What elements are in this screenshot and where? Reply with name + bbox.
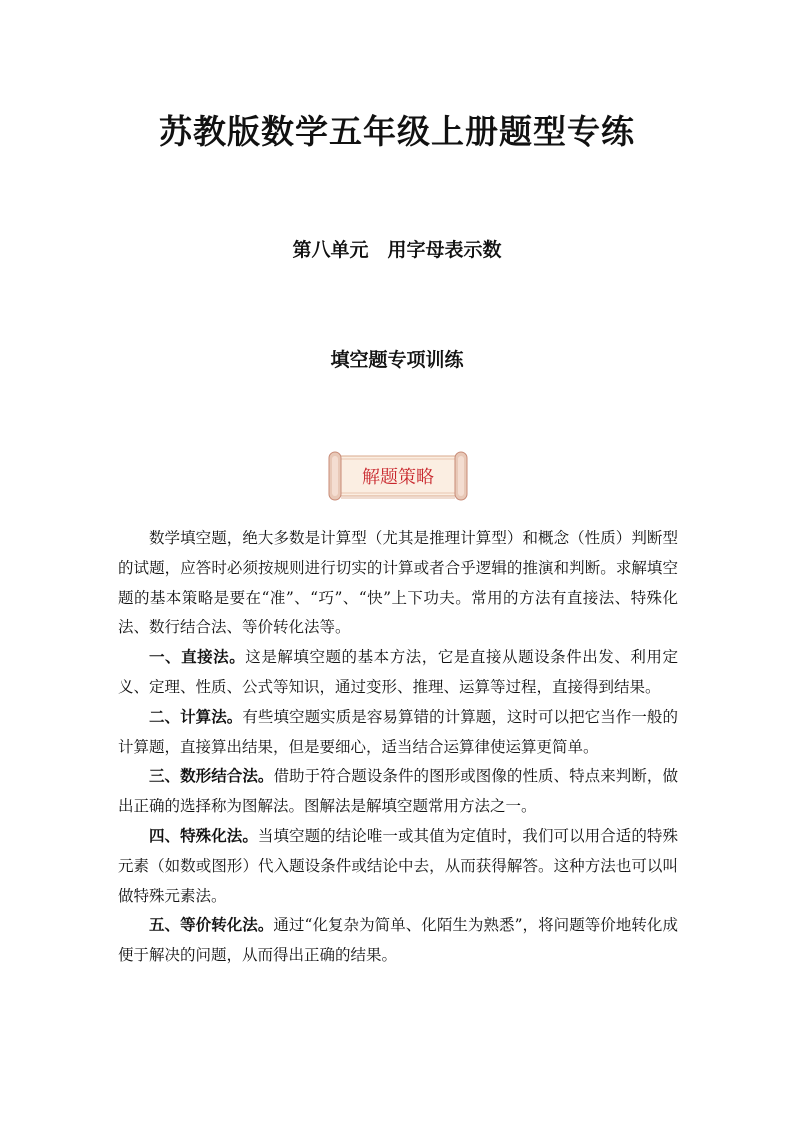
method-text: 这是解填空题的基本方法，它是直接从题设条件出发、利用定义、定理、性质、公式等知识，通过变形、推理、运算等过程，直接得到结果。 (118, 648, 678, 696)
scroll-banner (327, 449, 469, 503)
method-text: 借助于符合题设条件的图形或图像的性质、特点来判断，做出正确的选择称为图解法。图解法是解填空题常用方法之一。 (118, 767, 678, 816)
method-paragraph (118, 822, 678, 911)
banner-label: 解题策略 (362, 467, 434, 488)
section-heading: 填空题专项训练 (330, 349, 464, 371)
unit-heading: 第八单元 用字母表示数 (292, 239, 502, 261)
method-paragraph (118, 703, 678, 763)
method-paragraph (118, 643, 678, 703)
method-paragraph (118, 911, 678, 971)
method-heading: 三、数形结合法。 (149, 767, 274, 786)
method-paragraph (118, 762, 678, 822)
method-text: 有些填空题实质是容易算错的计算题，这时可以把它当作一般的计算题，直接算出结果，但是要细心，适当结合运算律使运算更简单。 (118, 707, 678, 756)
intro-paragraph: 数学填空题，绝大多数是计算型（尤其是推理计算型）和概念（性质）判断型的试题，应答时必须按规则进行切实的计算或者合乎逻辑的推演和判断。求解填空题的基本策略是要在“准”、“巧”、“快”上下功夫。常用的方法有直接法、特殊化法、数行结合法、等价转化法等。 (118, 529, 678, 637)
method-heading: 一、直接法。 (149, 648, 246, 667)
method-heading: 四、特殊化法。 (149, 826, 258, 845)
method-text: 通过“化复杂为简单、化陌生为熟悉”，将问题等价地转化成便于解决的问题，从而得出正确的结果。 (118, 916, 678, 965)
document-body (118, 524, 678, 971)
method-heading: 五、等价转化法。 (149, 916, 274, 935)
document-title: 苏教版数学五年级上册题型专练 (159, 112, 635, 151)
method-heading: 二、计算法。 (149, 707, 243, 726)
method-text: 当填空题的结论唯一或其值为定值时，我们可以用合适的特殊元素（如数或图形）代入题设条件或结论中去，从而获得解答。这种方法也可以叫做特殊元素法。 (118, 826, 678, 905)
